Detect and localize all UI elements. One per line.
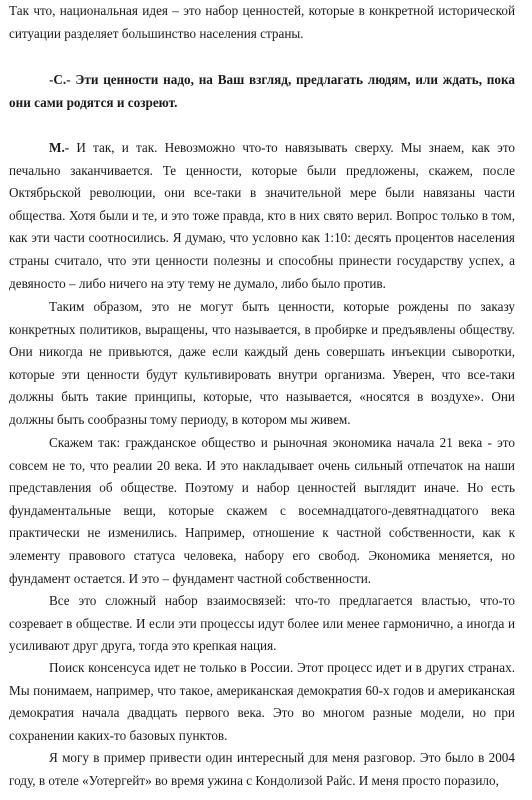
- answer-paragraph-4: Все это сложный набор взаимосвязей: что-то предлагается властью, что-то созревает в обществе. И если эти процессы идут более или менее гармонично, а иногда и усиливают друг друга, тогда это крепкая нация.: [9, 593, 515, 654]
- interviewer-question: -С.- Эти ценности надо, на Ваш взгляд, предлагать людям, или ждать, пока они сами родятся и созреют.: [9, 72, 515, 110]
- answer-paragraph-5: Поиск консенсуса идет не только в России. Этот процесс идет и в других странах. Мы понимаем, например, что такое, американская демократия 60-х годов и американская демократия начала двадцать первого века. Это во многом разные модели, но при сохранении каких-то базовых пунктов.: [9, 660, 515, 743]
- speaker-label: М.-: [49, 140, 70, 155]
- answer-paragraph-3: Скажем так: гражданское общество и рыночная экономика начала 21 века - это совсем не то, что реалии 20 века. И это накладывает очень сильный отпечаток на наши представления об обществе. Поэтому и набор ценностей выглядит иначе. Но есть фундаментальные вещи, которые скажем с восемнадцатого-девятнадцатого века практически не изменились. Например, отношение к частной собственности, как к элементу правового статуса человека, набору его свобод. Экономика меняется, но фундамент остается. И это – фундамент частной собственности.: [9, 435, 515, 586]
- answer-paragraph-6: Я могу в пример привести один интересный для меня разговор. Это было в 2004 году, в отеле «Уотергейт» во время ужина с Кондолизой Райс. И меня просто поразило,: [9, 750, 515, 788]
- paragraph-fragment: Так что, национальная идея – это набор ценностей, которые в конкретной исторической ситуации разделяет большинство населения страны.: [9, 3, 515, 41]
- answer-paragraph-2: Таким образом, это не могут быть ценности, которые рождены по заказу конкретных политиков, выращены, что называется, в пробирке и предъявлены обществу. Они никогда не привьются, даже если каждый день совершать инъекции сыворотки, которые эти ценности будут культивировать внутри организма. Уверен, что все-таки должны быть такие принципы, которые, что называется, «носятся в воздухе». Они должны быть сообразны тому периоду, в котором мы живем.: [9, 299, 515, 427]
- answer-paragraph-1-text: И так, и так. Невозможно что-то навязывать сверху. Мы знаем, как это печально заканчивается. Те ценности, которые были предложены, скажем, после Октябрьской революции, они все-таки в значительной мере были навязаны части общества. Хотя были и те, и это тоже правда, кто в них свято верил. Вопрос только в том, как эти части соотносились. Я думаю, что условно как 1:10: десять процентов населения страны считало, что эти ценности полезны и способны принести государству успех, а девяносто – либо ничего на эту тему не думало, либо было против.: [9, 140, 515, 291]
- answer-paragraph-1: [9, 137, 515, 295]
